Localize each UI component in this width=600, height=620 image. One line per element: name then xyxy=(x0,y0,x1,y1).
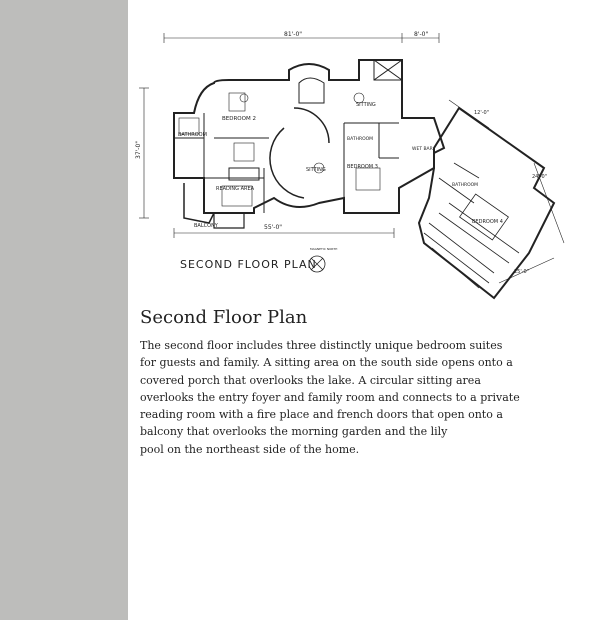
description-line: covered porch that overlooks the lake. A circular sitting area xyxy=(140,373,481,387)
description-line: balcony that overlooks the morning garden and the lily xyxy=(140,425,448,439)
room-bedroom-4: BEDROOM 4 xyxy=(472,219,503,225)
dim-top-overall: 81'-0" xyxy=(284,31,303,38)
description-line: for guests and family. A sitting area on the south side opens onto a xyxy=(140,356,513,370)
plan-title: SECOND FLOOR PLAN xyxy=(180,258,317,271)
description-paragraph xyxy=(140,337,520,458)
floor-plan-drawing xyxy=(134,28,566,308)
dim-bottom-left: 55'-0" xyxy=(264,224,283,231)
room-bedroom-2: BEDROOM 2 xyxy=(222,116,256,122)
room-balcony: BALCONY xyxy=(194,223,218,229)
room-reading-area: READING AREA xyxy=(216,186,255,192)
dim-top-right: 8'-0" xyxy=(414,31,429,38)
room-bathroom-3: BATHROOM xyxy=(347,137,374,142)
description-line: overlooks the entry foyer and family room and connects to a private xyxy=(140,390,520,404)
sidebar-panel xyxy=(0,0,128,620)
main-walls xyxy=(174,60,444,213)
page-heading: Second Floor Plan xyxy=(140,307,308,328)
room-bedroom-3: BEDROOM 3 xyxy=(347,164,378,170)
room-sitting-south: SITTING xyxy=(356,102,376,108)
description-line: pool on the northeast side of the home. xyxy=(140,442,360,456)
room-sitting-circle: SITTING xyxy=(306,167,326,173)
room-bathroom-2: BATHROOM xyxy=(178,132,207,138)
dim-wing-top: 12'-0" xyxy=(474,110,490,116)
description-line: The second floor includes three distinctly unique bedroom suites xyxy=(140,339,503,352)
dim-wing-side: 24'-0" xyxy=(532,174,548,180)
dim-left-side: 37'-0" xyxy=(135,140,142,159)
dim-wing-bottom: 25'-0" xyxy=(514,269,530,275)
room-wet-bar: WET BAR xyxy=(412,147,433,152)
room-bathroom-4: BATHROOM xyxy=(452,183,479,188)
furniture xyxy=(179,93,380,206)
wing-interior xyxy=(424,163,519,288)
dimension-lines xyxy=(139,33,564,283)
description-line: reading room with a fire place and french doors that open onto a xyxy=(140,408,503,422)
north-label: MAGNETIC NORTH xyxy=(310,247,338,251)
